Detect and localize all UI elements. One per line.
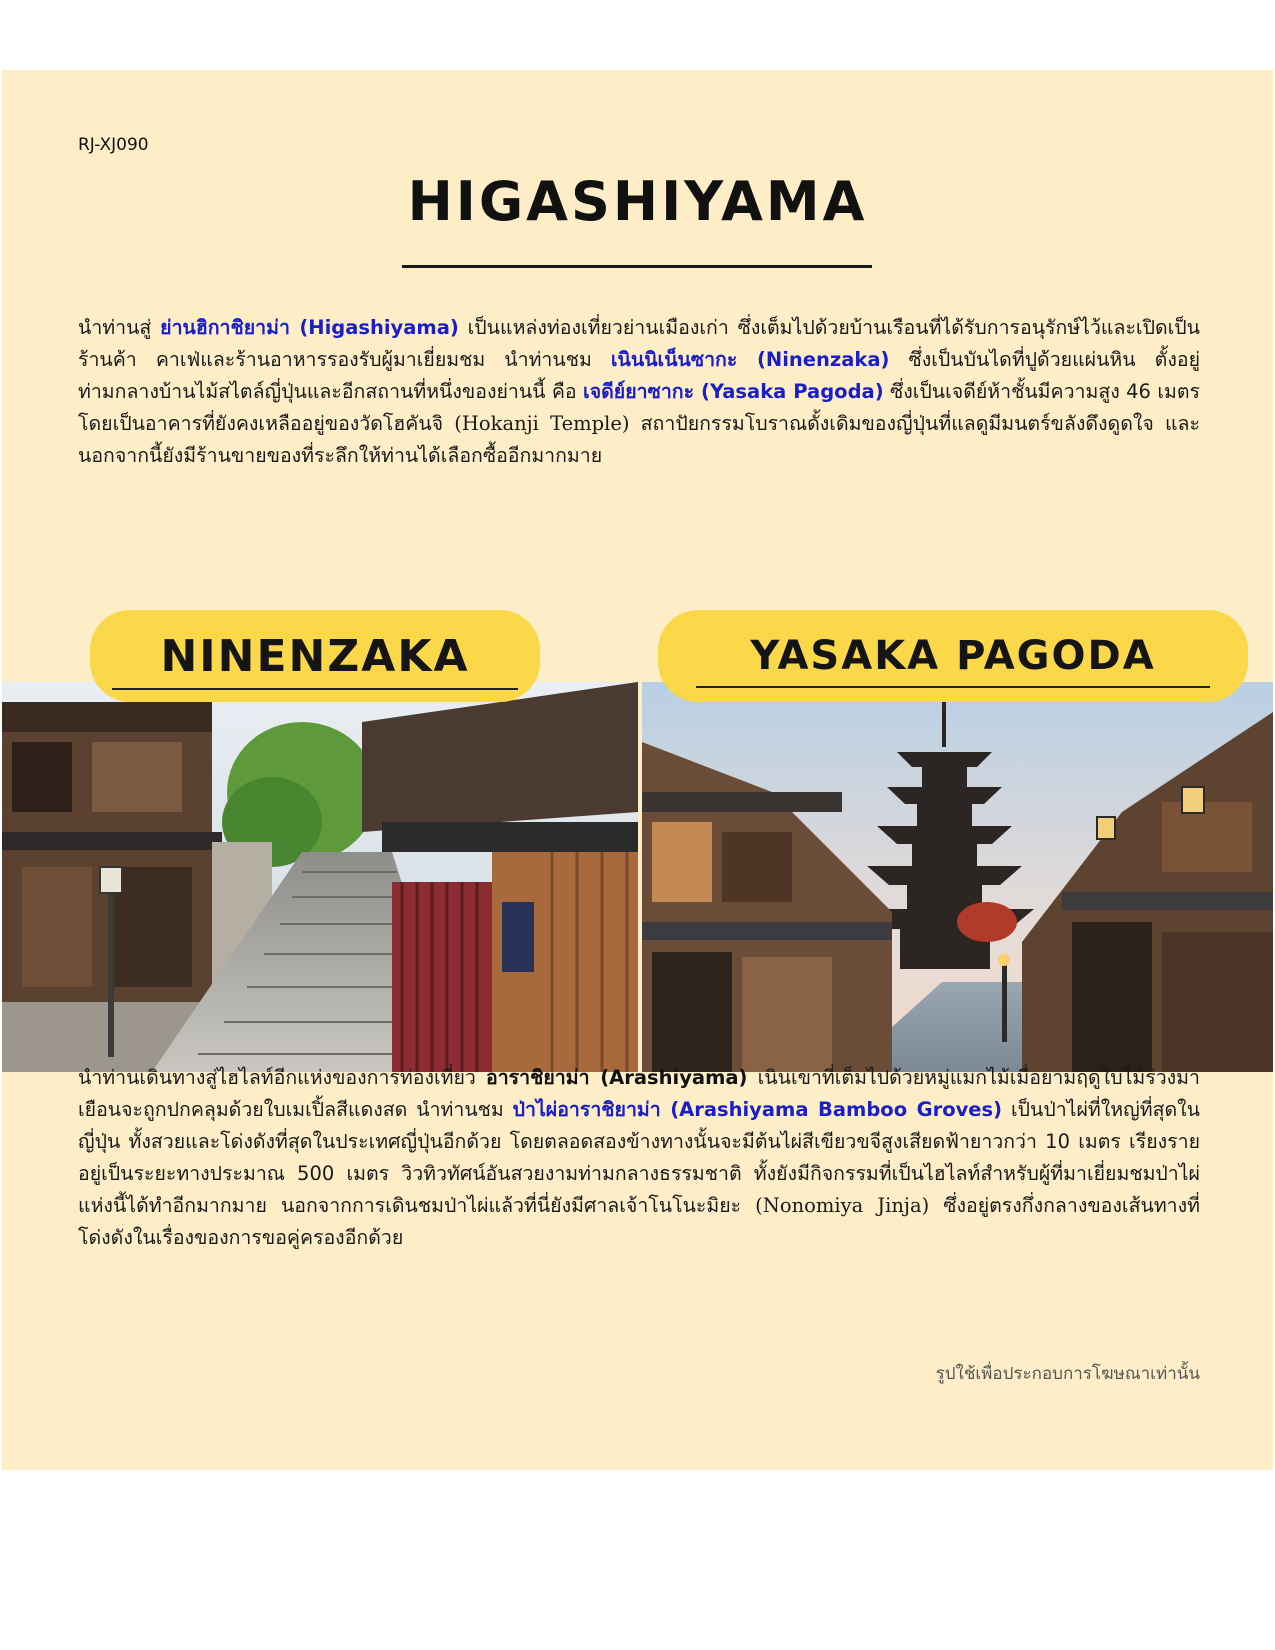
highlight-bamboo-groves: ป่าไผ่อาราชิยาม่า (Arashiyama Bamboo Groves) [512, 1098, 1003, 1121]
ninenzaka-label [90, 610, 540, 702]
text-run: ซึ่งเป็นบันไดที่ปูด้วยแผ่นหิน ตั้งอยู่ท่ามกลางบ้านไม้สไตล์ญี่ปุ่นและอีกสถานที่หนึ่งของย่านนี้ คือ [78, 348, 1200, 403]
title-divider [402, 265, 872, 268]
text-run: สถาปัยกรรมโบราณดั้งเดิมของญี่ปุ่นที่แลดูมีมนตร์ขลังดึงดูดใจ และนอกจากนี้ยังมีร้านขายของที่ระลึกให้ท่านได้เลือกซื้ออีกมากมาย [78, 412, 1200, 467]
yasaka-pagoda-photo [642, 682, 1273, 1072]
text-run: ซึ่งอยู่ตรงกึ่งกลางของเส้นทางที่โด่งดังในเรื่องของการขอคู่ครองอีกด้วย [78, 1194, 1200, 1249]
photo-strip [2, 610, 1273, 1072]
text-run: เนินเขาที่เต็มไปด้วยหมู่แมกไม้เมื่อยามฤดูใบไม้ร่วงมาเยือนจะถูกปกคลุมด้วยใบเมเปิ้ลสีแดงสด นำท่านชม [78, 1066, 1200, 1121]
text-hokanji: (Hokanji Temple) [454, 412, 630, 435]
tour-code: RJ-XJ090 [78, 135, 149, 155]
label-underline [112, 688, 518, 690]
highlight-higashiyama: ย่านฮิกาชิยาม่า (Higashiyama) [160, 316, 459, 339]
highlight-ninenzaka: เนินนิเน็นซากะ (Ninenzaka) [610, 348, 890, 371]
ninenzaka-photo [2, 682, 638, 1072]
text-run: เป็นป่าไผ่ที่ใหญ่ที่สุดในญี่ปุ่น ทั้งสวยและโด่งดังที่สุดในประเทศญี่ปุ่นอีกด้วย โดยตลอดสองข้างทางนั้นจะมีต้นไผ่สีเขียวขจีสูงเสียดฟ้ายาวกว่า 10 เมตร เรียงรายอยู่เป็นระยะทางประมาณ 500 เมตร วิวทิวทัศน์อันสวยงามท่ามกลางธรรมชาติ ทั้งยังมีกิจกรรมที่เป็นไฮไลท์สำหรับผู้ที่มาเยี่ยมชมป่าไผ่แห่งนี้ได้ทำอีกมากมาย นอกจากการเดินชมป่าไผ่แล้วที่นี่ยังมีศาลเจ้าโนโนะมิยะ [78, 1098, 1201, 1217]
text-nonomiya: (Nonomiya Jinja) [755, 1194, 930, 1217]
yasaka-pagoda-label-text: YASAKA PAGODA [750, 633, 1156, 679]
text-run: นำท่านสู่ [78, 316, 161, 339]
yasaka-pagoda-label [658, 610, 1248, 702]
arashiyama-paragraph [78, 1062, 1200, 1254]
label-underline [696, 686, 1210, 688]
disclaimer-note: รูปใช้เพื่อประกอบการโฆษณาเท่านั้น [935, 1364, 1200, 1384]
text-run: เป็นแหล่งท่องเที่ยวย่านเมืองเก่า ซึ่งเต็มไปด้วยบ้านเรือนที่ได้รับการอนุรักษ์ไว้และเปิดเป็นร้านค้า คาเฟ่และร้านอาหารรองรับผู้มาเยี่ยมชม นำท่านชม [78, 316, 1200, 371]
page-title: HIGASHIYAMA [407, 170, 868, 233]
highlight-yasaka-pagoda: เจดีย์ยาซากะ (Yasaka Pagoda) [583, 380, 884, 403]
text-run: นำท่านเดินทางสู่ไฮไลท์อีกแห่งของการท่องเที่ยว [78, 1066, 487, 1089]
intro-paragraph [78, 312, 1200, 472]
text-run: ซึ่งเป็นเจดีย์ห้าชั้นมีความสูง 46 เมตร โดยเป็นอาคารที่ยังคงเหลืออยู่ของวัดโฮคันจิ [78, 380, 1200, 435]
ninenzaka-label-text: NINENZAKA [160, 630, 470, 682]
document-page [2, 70, 1273, 1470]
bold-arashiyama: อาราชิยาม่า (Arashiyama) [486, 1066, 748, 1089]
